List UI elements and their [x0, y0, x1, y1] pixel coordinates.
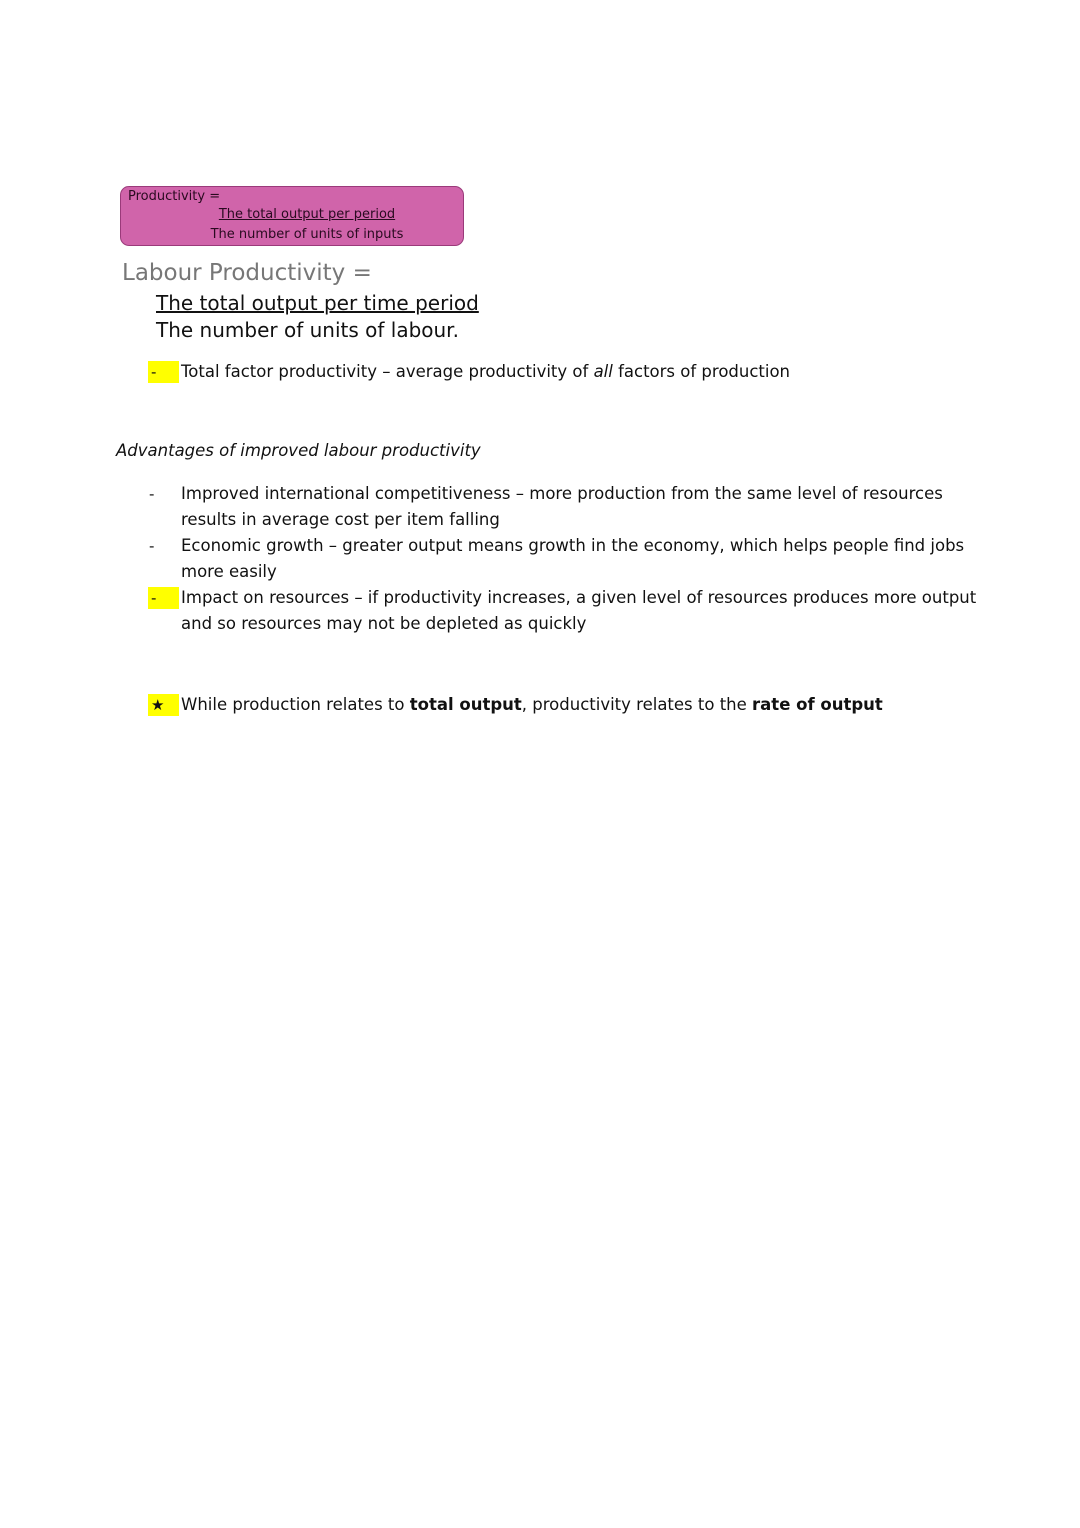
advantages-heading: Advantages of improved labour productivity — [116, 441, 481, 460]
note-pre: While production relates to — [181, 695, 410, 714]
labour-productivity-title: Labour Productivity = — [122, 260, 372, 286]
formula-denominator: The number of units of inputs — [210, 227, 404, 242]
note-bold-1: total output — [409, 695, 522, 714]
list-item — [181, 481, 943, 533]
item-line: Impact on resources – if productivity increases, a given level of resources produces more output — [181, 588, 977, 607]
bullet-marker: - — [149, 485, 155, 503]
formula-numerator: The total output per period — [218, 207, 396, 222]
tfp-text — [181, 359, 790, 385]
item-line: results in average cost per item falling — [181, 510, 500, 529]
item-line: more easily — [181, 562, 277, 581]
labour-numerator: The total output per time period — [156, 291, 479, 315]
tfp-em: all — [593, 362, 613, 381]
tfp-post: factors of production — [612, 362, 791, 381]
bullet-marker: - — [148, 587, 179, 609]
list-item — [181, 585, 976, 637]
note-bold-2: rate of output — [752, 695, 883, 714]
note-text — [181, 692, 883, 718]
tfp-pre: Total factor productivity – average productivity of — [181, 362, 594, 381]
list-item — [181, 533, 964, 585]
item-line: Improved international competitiveness – more production from the same level of resources — [181, 484, 943, 503]
item-line: and so resources may not be depleted as quickly — [181, 614, 587, 633]
labour-denominator: The number of units of labour. — [156, 318, 459, 342]
bullet-marker: - — [148, 361, 179, 383]
productivity-formula-box — [120, 186, 464, 246]
note-mid: , productivity relates to the — [521, 695, 753, 714]
item-line: Economic growth – greater output means growth in the economy, which helps people find jobs — [181, 536, 965, 555]
formula-title: Productivity = — [128, 189, 221, 204]
bullet-marker: - — [149, 537, 155, 555]
star-icon: ★ — [148, 694, 179, 716]
